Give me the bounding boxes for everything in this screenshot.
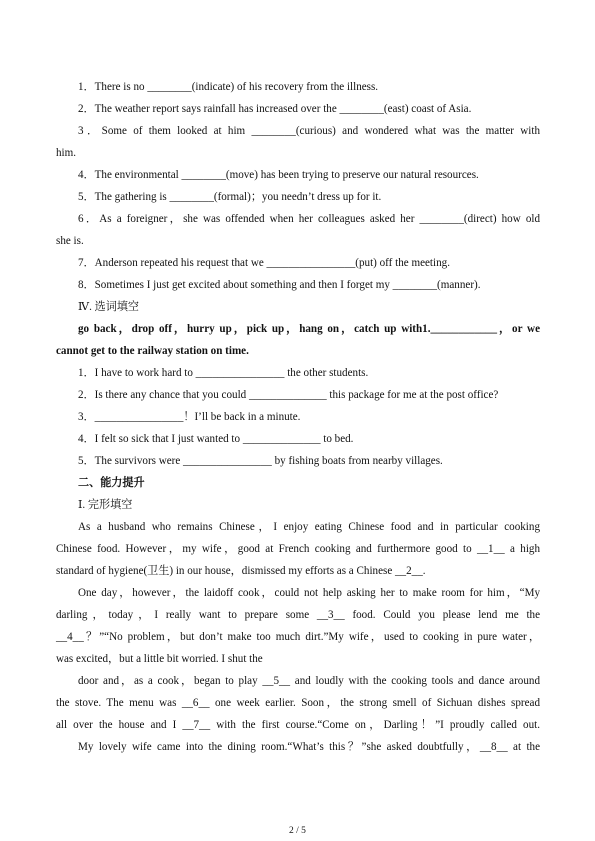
passage-line: standard of hygiene(卫生) in our house，dismissed my efforts as a Chinese __2__. [56,565,426,577]
section-heading: Ⅳ. 选词填空 [78,301,140,313]
section-heading: 二、能力提升 [78,477,145,489]
exercise-line: him. [56,147,77,159]
passage-line: As a husband who remains Chinese，I enjoy eating Chinese food and in particular cooking [78,521,540,533]
passage-line: __4__？”“No problem，but don’t make too much dirt.”My wife，used to cooking in pure water， [56,631,540,643]
exercise-line: 3．Some of them looked at him ________(curious) and wondered what was the matter with [78,125,540,137]
passage-line: One day，however，the laidoff cook，could not help asking her to make room for him，“My [78,587,540,599]
exercise-line: 7．Anderson repeated his request that we ________________(put) off the meeting. [78,257,450,269]
page-number: 2 / 5 [289,826,306,836]
passage-line: My lovely wife came into the dining room.“What’s this？”she asked doubtfully，__8__ at the [78,741,540,753]
exercise-line: 2．The weather report says rainfall has increased over the ________(east) coast of Asia. [78,103,472,115]
exercise-line: 4．I felt so sick that I just wanted to ______________ to bed. [78,433,354,445]
exercise-line: she is. [56,235,84,247]
exercise-line: 2．Is there any chance that you could ______________ this package for me at the post office? [78,389,499,401]
exercise-line: 8．Sometimes I just get excited about something and then I forget my ________(manner). [78,279,481,291]
exercise-line: 1．I have to work hard to ________________ the other students. [78,367,369,379]
exercise-line: 5．The survivors were ________________ by fishing boats from nearby villages. [78,455,443,467]
passage-line: was excited，but a little bit worried. I shut the [56,653,263,665]
word-bank: cannot get to the railway station on time. [56,345,249,357]
passage-line: darling，today，I really want to prepare some __3__ food. Could you please lend me the [56,609,540,621]
exercise-line: 5．The gathering is ________(formal)；you needn’t dress up for it. [78,191,382,203]
passage-line: all over the house and I __7__ with the first course.“Come on，Darling！”I proudly called out. [56,719,540,731]
exercise-line: 3．________________！I’ll be back in a minute. [78,411,301,423]
passage-line: Chinese food. However，my wife，good at French cooking and furthermore good to __1__ a high [56,543,540,555]
exercise-line: 1．There is no ________(indicate) of his recovery from the illness. [78,81,379,93]
word-bank: go back，drop off，hurry up，pick up，hang on，catch up with1.____________，or we [78,323,540,335]
passage-line: door and，as a cook，began to play __5__ and loudly with the cooking tools and dance around [78,675,540,687]
section-heading: Ⅰ. 完形填空 [78,499,133,511]
exercise-line: 6．As a foreigner，she was offended when her colleagues asked her ________(direct) how old [78,213,540,225]
exercise-line: 4．The environmental ________(move) has been trying to preserve our natural resources. [78,169,479,181]
passage-line: the stove. The menu was __6__ one week earlier. Soon，the strong smell of Sichuan dishes spread [56,697,540,709]
